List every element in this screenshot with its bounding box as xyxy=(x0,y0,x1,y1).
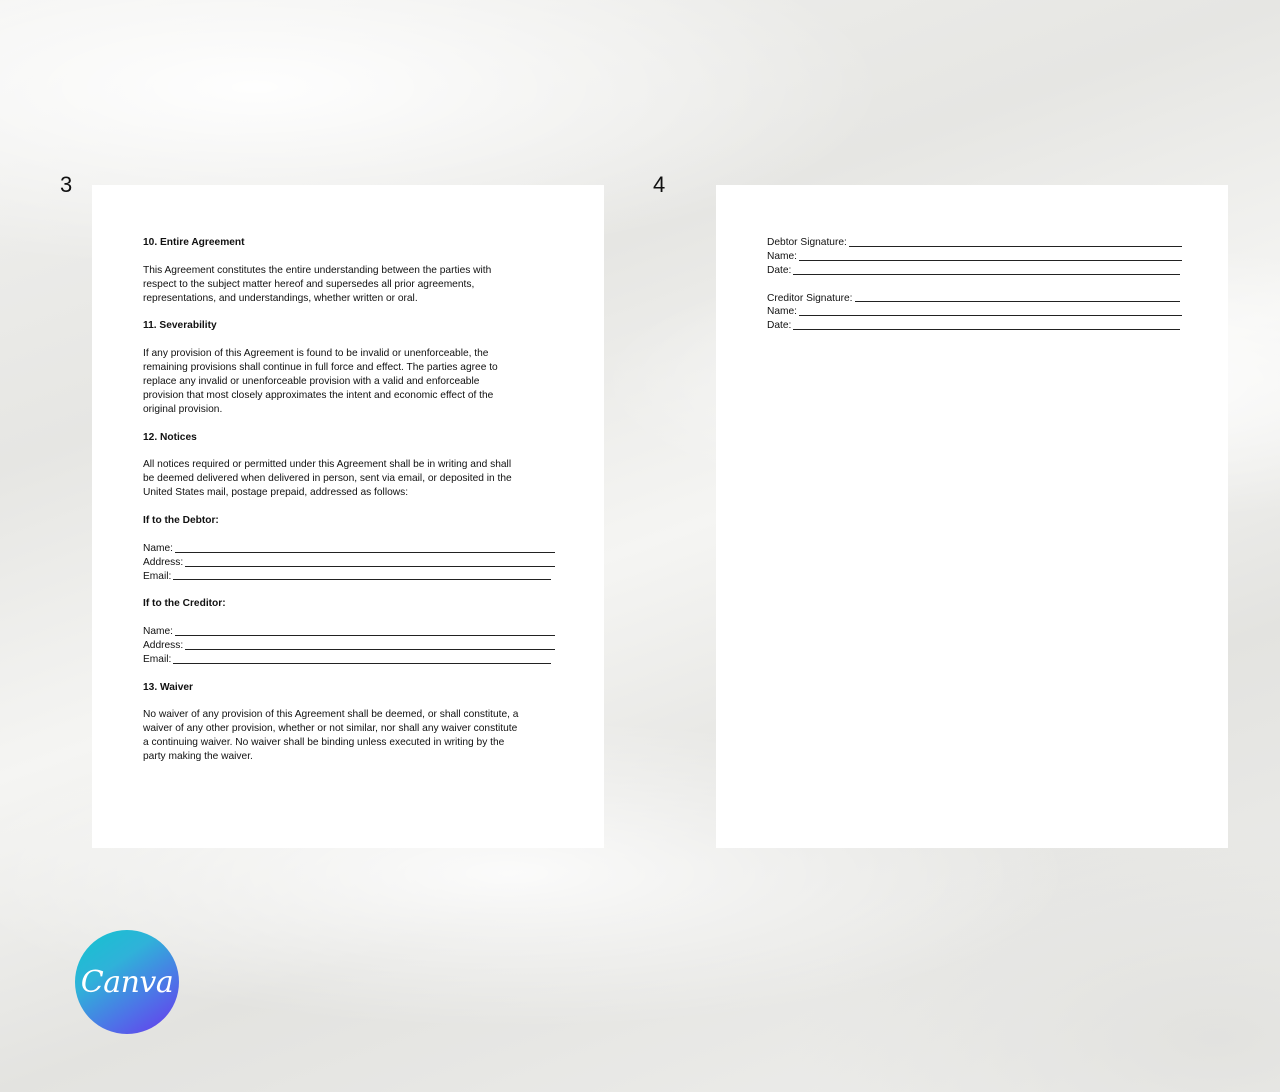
section-heading-waiver: 13. Waiver xyxy=(143,681,194,693)
section-heading-severability: 11. Severability xyxy=(143,320,217,332)
creditor-signature-field[interactable] xyxy=(767,292,1180,306)
blank-line xyxy=(175,635,555,636)
field-label: Address: xyxy=(143,556,184,568)
creditor-address-field[interactable] xyxy=(143,639,555,653)
section-body-entire-agreement xyxy=(143,264,555,306)
debtor-signature-field[interactable] xyxy=(767,236,1182,250)
field-label: Debtor Signature: xyxy=(767,236,847,248)
body-line: a continuing waiver. No waiver shall be binding unless executed in writing by the xyxy=(143,737,505,749)
field-label: Email: xyxy=(143,570,172,582)
blank-line xyxy=(793,274,1180,275)
page-3-content xyxy=(143,236,555,764)
blank-line xyxy=(793,329,1180,330)
section-body-severability xyxy=(143,347,555,417)
blank-line xyxy=(799,315,1182,316)
debtor-address-field[interactable] xyxy=(143,556,555,570)
blank-line xyxy=(173,663,551,664)
blank-line xyxy=(185,566,555,567)
field-label: Name: xyxy=(143,542,174,554)
blank-line xyxy=(185,649,555,650)
page-number-3: 3 xyxy=(60,172,73,197)
body-line: original provision. xyxy=(143,403,223,415)
document-page-4 xyxy=(716,185,1228,848)
body-line: All notices required or permitted under this Agreement shall be in writing and shall xyxy=(143,459,512,471)
creditor-name-field[interactable] xyxy=(143,625,555,639)
page-number-4: 4 xyxy=(653,172,666,197)
section-heading-entire-agreement: 10. Entire Agreement xyxy=(143,237,245,248)
body-line: remaining provisions shall continue in full force and effect. The parties agree to xyxy=(143,362,498,374)
section-heading-notices: 12. Notices xyxy=(143,431,197,443)
body-line: waiver of any other provision, whether or not similar, nor shall any waiver constitute xyxy=(143,723,518,735)
body-line: If any provision of this Agreement is found to be invalid or unenforceable, the xyxy=(143,348,489,360)
field-label: Name: xyxy=(767,250,798,262)
field-label: Name: xyxy=(143,626,174,638)
creditor-heading: If to the Creditor: xyxy=(143,598,226,610)
field-label: Creditor Signature: xyxy=(767,292,853,304)
section-body-waiver xyxy=(143,708,555,764)
body-line: This Agreement constitutes the entire understanding between the parties with xyxy=(143,264,492,276)
creditor-signature-date-field[interactable] xyxy=(767,319,1180,333)
body-line: United States mail, postage prepaid, addressed as follows: xyxy=(143,487,409,499)
blank-line xyxy=(849,246,1182,247)
body-line: be deemed delivered when delivered in person, sent via email, or deposited in the xyxy=(143,473,512,485)
blank-line xyxy=(855,301,1180,302)
blank-line xyxy=(175,552,555,553)
canva-logo xyxy=(75,930,179,1034)
debtor-signature-name-field[interactable] xyxy=(767,250,1182,264)
blank-line xyxy=(173,579,551,580)
debtor-name-field[interactable] xyxy=(143,542,555,556)
body-line: respect to the subject matter hereof and supersedes all prior agreements, xyxy=(143,278,475,290)
blank-line xyxy=(799,260,1182,261)
field-label: Date: xyxy=(767,320,792,332)
debtor-heading: If to the Debtor: xyxy=(143,514,219,526)
creditor-email-field[interactable] xyxy=(143,653,551,667)
canva-logo-text: Canva xyxy=(80,964,174,1000)
creditor-signature-name-field[interactable] xyxy=(767,305,1182,319)
section-body-notices xyxy=(143,458,555,500)
body-line: No waiver of any provision of this Agreement shall be deemed, or shall constitute, a xyxy=(143,709,519,721)
signature-section xyxy=(767,236,1182,333)
field-label: Address: xyxy=(143,639,184,651)
body-line: representations, and understandings, whether written or oral. xyxy=(143,292,418,304)
debtor-email-field[interactable] xyxy=(143,570,551,584)
debtor-signature-date-field[interactable] xyxy=(767,264,1180,278)
body-line: party making the waiver. xyxy=(143,751,253,763)
field-label: Date: xyxy=(767,264,792,276)
document-page-3 xyxy=(92,185,604,848)
field-label: Name: xyxy=(767,306,798,318)
body-line: provision that most closely approximates the intent and economic effect of the xyxy=(143,389,494,401)
field-label: Email: xyxy=(143,653,172,665)
body-line: replace any invalid or unenforceable provision with a valid and enforceable xyxy=(143,375,480,387)
